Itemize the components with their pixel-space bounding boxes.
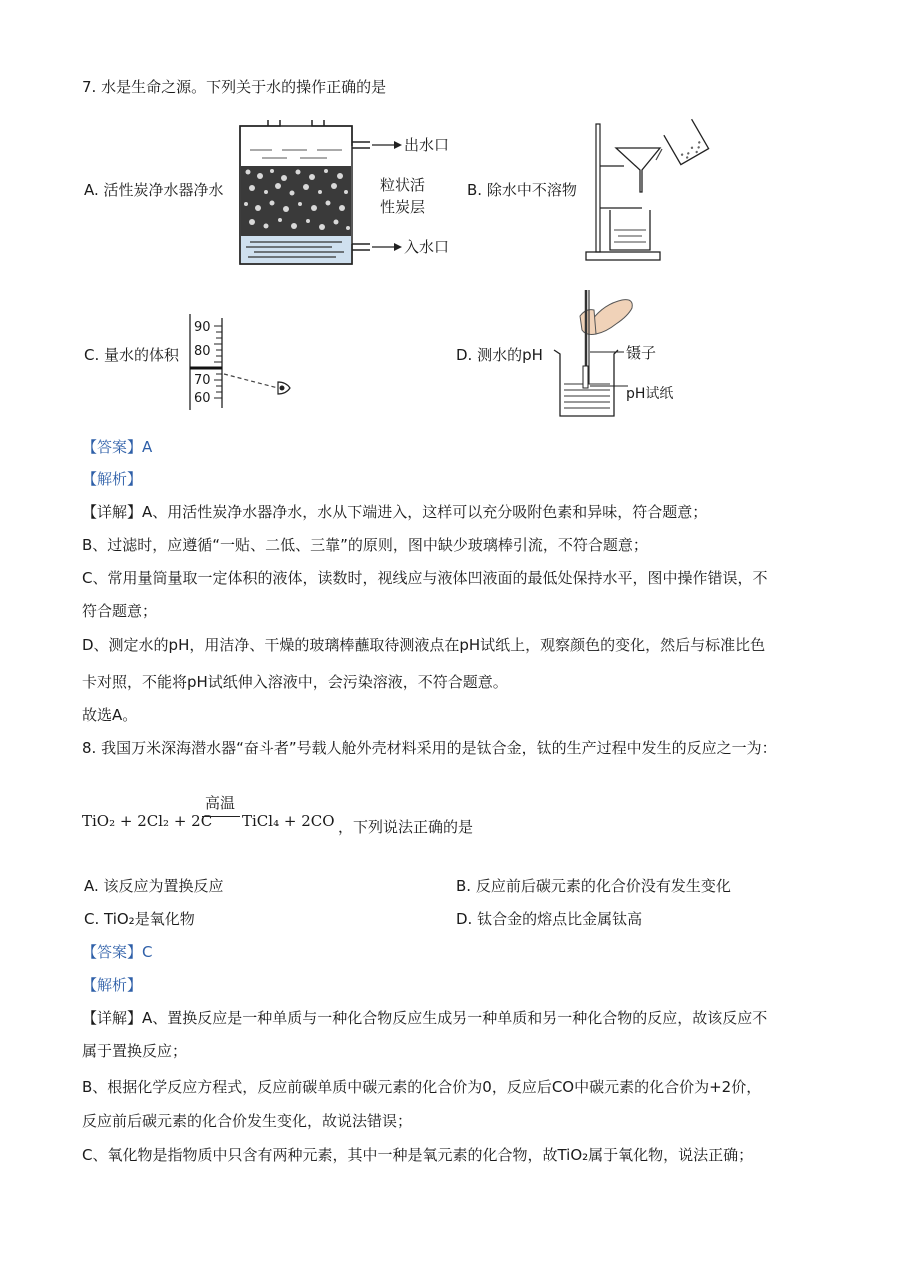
tick-70: 70 [194,373,211,388]
filtration-figure [584,116,710,264]
equation-tail: ，下列说法正确的是 [338,818,474,836]
q7-detail-1: 【详解】A、用活性炭净水器净水，水从下端进入，这样可以充分吸附色素和异味，符合题意； [82,503,708,521]
q8-option-c: C. TiO₂是氧化物 [84,910,195,928]
equation-arrow [202,816,240,817]
tweezers-label: 镊子 [626,344,657,362]
q7-stem: 7. 水是生命之源。下列关于水的操作正确的是 [82,78,387,96]
q8-analysis-heading: 【解析】 [82,976,143,994]
carbon-label-line1: 粒状活 [380,176,426,194]
q8-detail-3: B、根据化学反应方程式，反应前碳单质中碳元素的化合价为0，反应后CO中碳元素的化合价为+2价， [82,1078,762,1096]
tick-60: 60 [194,391,211,406]
q7-detail-4: 符合题意； [82,602,158,620]
q8-detail-1: 【详解】A、置换反应是一种单质与一种化合物反应生成另一种单质和另一种化合物的反应，故该反应不 [82,1009,768,1027]
equation-condition: 高温 [205,794,236,812]
q7-answer: 【答案】A [82,438,153,456]
q8-option-b: B. 反应前后碳元素的化合价没有发生变化 [456,877,731,895]
carbon-purifier-figure [232,116,464,270]
eye-icon [278,382,290,394]
q8-answer: 【答案】C [82,943,153,961]
q8-stem: 8. 我国万米深海潜水器“奋斗者”号载人舱外壳材料采用的是钛合金，钛的生产过程中发生的反应之一为： [82,739,777,757]
q8-option-d: D. 钛合金的熔点比金属钛高 [456,910,643,928]
equation-reactants: TiO₂ + 2Cl₂ + 2C [82,812,213,830]
q7-analysis-heading: 【解析】 [82,470,143,488]
equation-products: TiCl₄ + 2CO [242,812,335,830]
carbon-label-line2: 性炭层 [380,198,426,216]
q7-detail-3: C、常用量筒量取一定体积的液体，读数时，视线应与液体凹液面的最低处保持水平，图中操作错误，不 [82,569,768,587]
q7-option-c: C. 量水的体积 [84,346,180,364]
q7-detail-5: D、测定水的pH，用洁净、干燥的玻璃棒蘸取待测液点在pH试纸上，观察颜色的变化，然后与标准比色 [82,636,766,654]
cylinder-reading-figure [186,312,300,412]
q8-detail-2: 属于置换反应； [82,1042,188,1060]
q7-option-a: A. 活性炭净水器净水 [84,181,224,199]
q7-option-d: D. 测水的pH [456,346,543,364]
q7-conclusion: 故选A。 [82,706,138,724]
q8-detail-4: 反应前后碳元素的化合价发生变化，故说法错误； [82,1112,413,1130]
inlet-label: 入水口 [404,238,450,256]
q8-equation [82,792,682,842]
q7-detail-6: 卡对照，不能将pH试纸伸入溶液中，会污染溶液，不符合题意。 [82,673,508,691]
outlet-label: 出水口 [404,136,450,154]
tick-90: 90 [194,320,211,335]
q7-detail-2: B、过滤时，应遵循“一贴、二低、三靠”的原则，图中缺少玻璃棒引流，不符合题意； [82,536,648,554]
tick-80: 80 [194,344,211,359]
ph-test-figure [552,286,702,422]
q8-detail-5: C、氧化物是指物质中只含有两种元素，其中一种是氧元素的化合物，故TiO₂属于氧化物，说法正确； [82,1146,754,1164]
ph-paper-label: pH试纸 [626,386,674,402]
q7-option-b: B. 除水中不溶物 [467,181,577,199]
q8-option-a: A. 该反应为置换反应 [84,877,224,895]
